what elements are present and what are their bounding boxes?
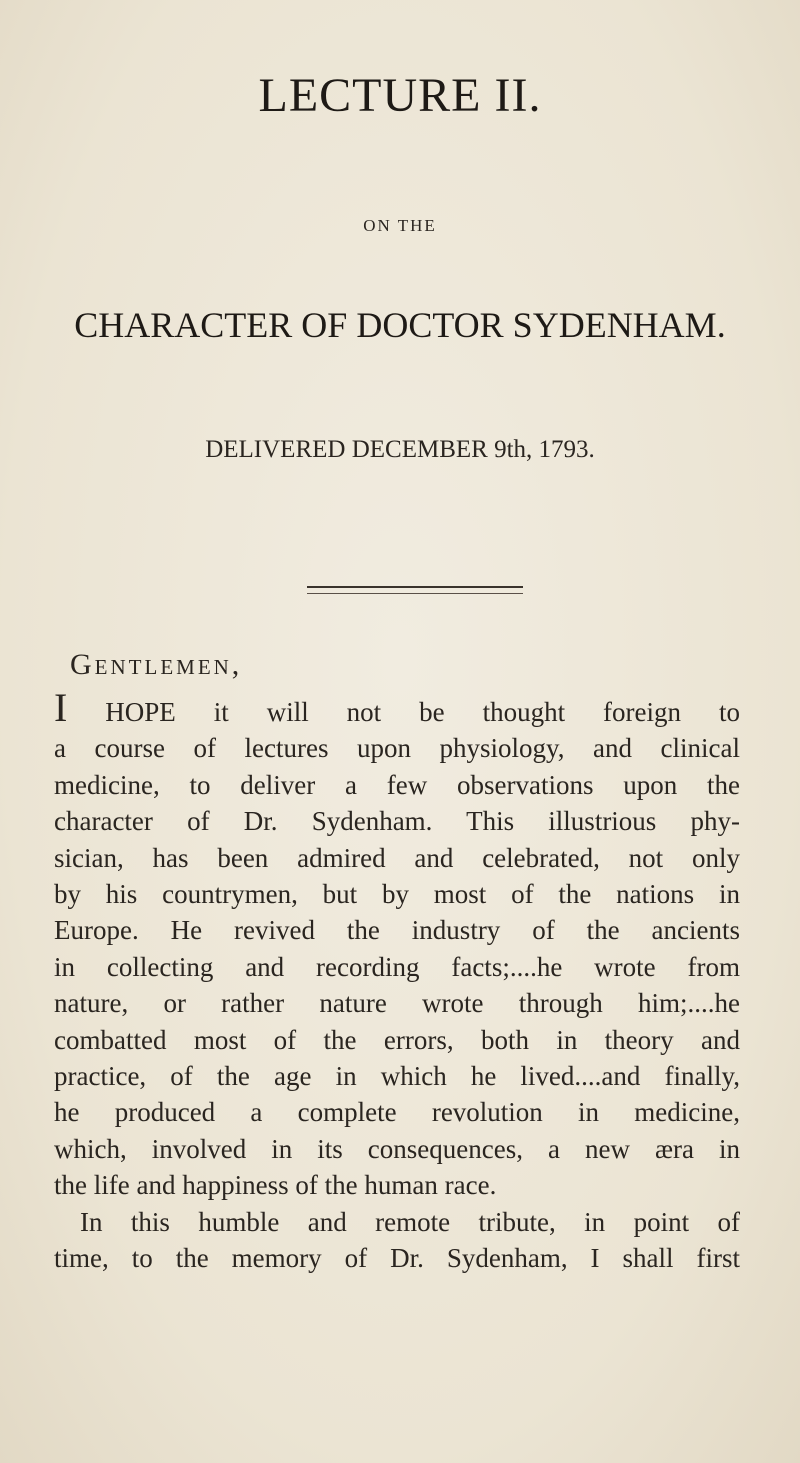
salutation: Gentlemen, bbox=[70, 648, 243, 681]
text-line: in collecting and recording facts;....he wrote from bbox=[54, 951, 740, 982]
first-line-text: HOPE it will not be thought foreign to bbox=[67, 697, 740, 727]
text-line: practice, of the age in which he lived....and finally, bbox=[54, 1061, 740, 1092]
text-line bbox=[54, 685, 740, 730]
delivery-date: DELIVERED DECEMBER 9th, 1793. bbox=[205, 436, 595, 463]
section-divider bbox=[307, 586, 523, 594]
text-line: character of Dr. Sydenham. This illustrious phy- bbox=[54, 806, 740, 837]
on-the-caption: ON THE bbox=[363, 216, 437, 235]
drop-initial: I bbox=[54, 685, 68, 730]
text-line: he produced a complete revolution in medicine, bbox=[54, 1097, 740, 1128]
body-text bbox=[54, 685, 740, 1277]
lecture-subject: CHARACTER OF DOCTOR SYDENHAM. bbox=[74, 305, 726, 345]
text-line: In this humble and remote tribute, in point of bbox=[80, 1206, 740, 1237]
lecture-title: LECTURE II. bbox=[258, 69, 542, 122]
text-line: nature, or rather nature wrote through him;....he bbox=[54, 988, 740, 1019]
text-line: medicine, to deliver a few observations upon the bbox=[54, 769, 740, 800]
text-line: Europe. He revived the industry of the ancients bbox=[54, 915, 740, 946]
text-line: a course of lectures upon physiology, and clinical bbox=[54, 733, 740, 764]
text-line: which, involved in its consequences, a new æra in bbox=[54, 1133, 740, 1164]
text-line: combatted most of the errors, both in theory and bbox=[54, 1024, 740, 1055]
text-line: sician, has been admired and celebrated, not only bbox=[54, 842, 740, 873]
text-line: the life and happiness of the human race. bbox=[54, 1170, 497, 1201]
text-line: time, to the memory of Dr. Sydenham, I shall first bbox=[54, 1243, 740, 1274]
text-line: by his countrymen, but by most of the nations in bbox=[54, 879, 740, 910]
